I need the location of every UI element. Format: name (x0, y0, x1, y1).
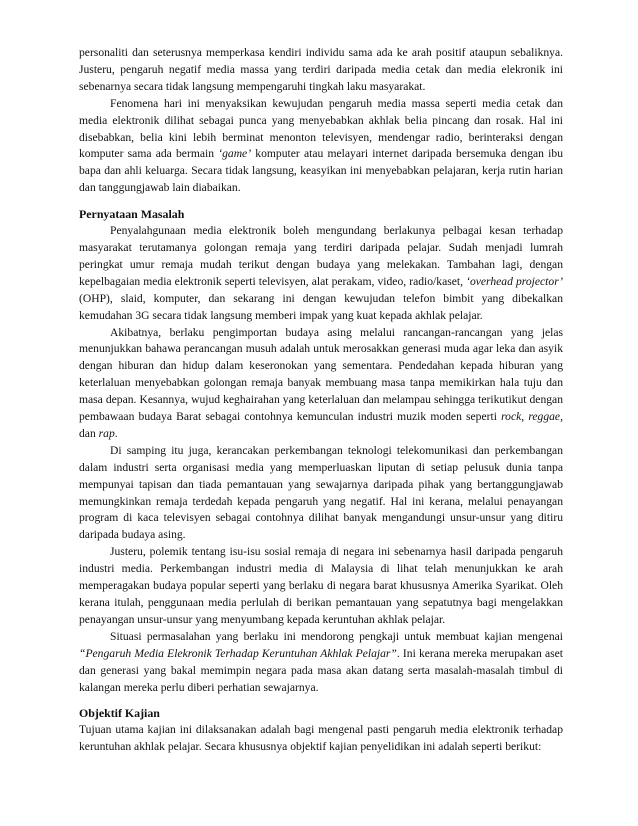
emphasis-text: rap (98, 426, 115, 440)
intro-paragraph-2 (79, 96, 563, 197)
problem-paragraph-1 (79, 223, 563, 324)
intro-paragraph-1: personaliti dan seterusnya memperkasa kendiri individu sama ada ke arah positif ataupun sebaliknya. Justeru, pengaruh negatif media massa yang terdiri daripada media cetak dan media elekronik ini sebenarnya secara tidak langsung mempengaruhi tingkah laku masyarakat. (79, 46, 563, 93)
emphasis-text: rock, reggae, (501, 410, 563, 424)
text-span: Situasi permasalahan yang berlaku ini mendorong pengkaji untuk membuat kajian mengenai (110, 629, 563, 643)
problem-paragraph-5 (79, 629, 563, 697)
problem-paragraph-3: Di samping itu juga, kerancakan perkembangan teknologi telekomunikasi dan perkembangan dalam industri serta organisasi media yang memperluaskan liputan di setiap pelusuk dunia tanpa mempunyai tapisan dan tiada pemantauan yang sewajarnya daripada pihak yang bertanggungjawab memungkinkan remaja terdedah kepada pengaruh yang negatif. Hal ini kerana, melalui penayangan program di kaca televisyen sebagai contohnya dilihat banyak mengandungi unsur-unsur yang ditiru daripada budaya asing. (79, 443, 563, 542)
text-span: Penyalahgunaan media elektronik boleh mengundang berlakunya pelbagai kesan terhadap masyarakat terutamanya golongan remaja yang terdiri daripada pelajar. Sudah menjadi lumrah peringkat umur remaja mudah terikut dengan budaya yang melekakan. Tambahan lagi, dengan kepelbagaian media elektronik seperti televisyen, alat perakam, video, radio/kaset, (79, 224, 563, 288)
emphasis-text: ‘game’ (218, 147, 252, 161)
document-body (79, 45, 563, 756)
objective-paragraph-1: Tujuan utama kajian ini dilaksanakan adalah bagi mengenal pasti pengaruh media elektronik terhadap keruntuhan akhlak pelajar. Secara khususnya objektif kajian penyelidikan ini adalah seperti berikut: (79, 723, 563, 754)
text-span: Fenomena hari ini menyaksikan kewujudan pengaruh media massa seperti media cetak dan media elektronik dilihat sebagai punca yang menyebabkan akhlak belia pincang dan rosak. Hal ini disebabkan, belia kini lebih berminat menonton televisyen, mendengar radio, berinteraksi dengan komputer sama ada bermain (79, 96, 563, 161)
text-span: . (114, 426, 118, 440)
problem-paragraph-4: Justeru, polemik tentang isu-isu sosial remaja di negara ini sebenarnya hasil daripada pengaruh industri media. Perkembangan industri media di Malaysia di lihat telah menunjukkan ke arah memperagakan budaya popular seperti yang berlaku di negara barat khususnya Amerika Syarikat. Oleh kerana itulah, penggunaan media perlulah di berikan pemantauan yang sepatutnya bagi mengelakkan penayangan unsur-unsur yang menyumbang kepada keruntuhan akhlak pelajar. (79, 545, 563, 626)
text-span: komputer atau melayari internet daripada bersemuka dengan ibu bapa dan ahli keluarga. Secara tidak langsung, keasyikan ini menyebabkan pelajaran, kerja rutin harian dan tanggungjawab lain diabaikan. (79, 147, 563, 195)
text-span: . Ini kerana mereka merupakan aset dan generasi yang bakal memimpin negara pada masa akan datang serta masalah-masalah timbul di kalangan mereka perlu diberi perhatian sewajarnya. (79, 646, 563, 694)
emphasis-text: “Pengaruh Media Elekronik Terhadap Keruntuhan Akhlak Pelajar” (79, 646, 397, 660)
section-heading-objektif-kajian: Objektif Kajian (79, 706, 160, 721)
text-span: (OHP), slaid, komputer, dan sekarang ini dengan kewujudan telefon bimbit yang dibekalkan kemudahan 3G secara tidak langsung memberi impak yang kuat kepada akhlak pelajar. (79, 291, 563, 322)
emphasis-text: ‘overhead projector’ (466, 274, 564, 288)
problem-paragraph-2 (79, 325, 563, 443)
text-span: dan (79, 426, 99, 440)
text-span: Akibatnya, berlaku pengimportan budaya asing melalui rancangan-rancangan yang jelas menunjukkan bahawa perancangan musuh adalah untuk merosakkan generasi muda agar leka dan asyik dengan hiburan dan hidup dalam keseronokan yang sementara. Pendedahan kepada hiburan yang keterlaluan menyebabkan golongan remaja banyak membuang masa tanpa memikirkan hala tuju dan masa depan. Kesannya, wujud keghairahan yang keterlaluan dan melampau sehingga terikutikut dengan pembawaan budaya Barat sebagai contohnya kemunculan industri muzik moden seperti (79, 325, 563, 424)
section-heading-pernyataan-masalah: Pernyataan Masalah (79, 207, 185, 222)
